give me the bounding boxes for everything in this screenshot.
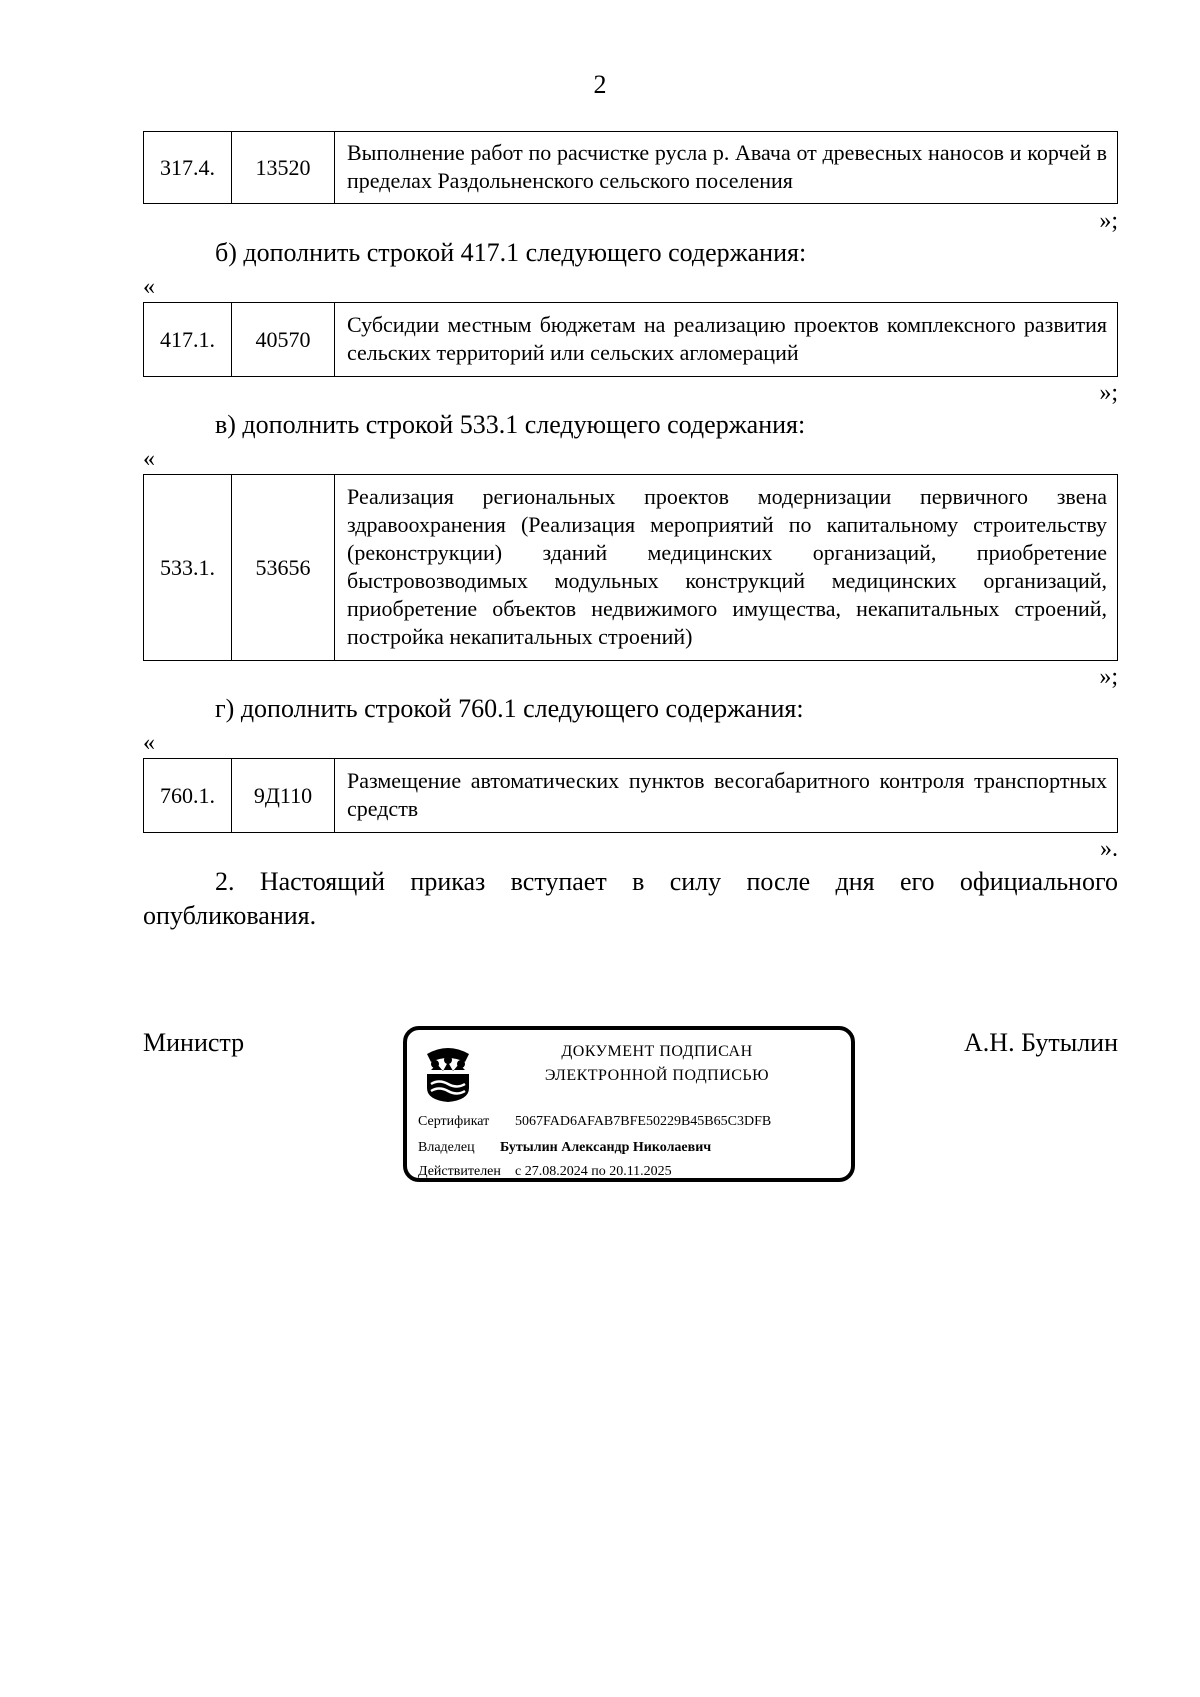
row-number: 760.1. [144, 759, 232, 833]
coat-of-arms-icon [421, 1044, 475, 1104]
row-description: Выполнение работ по расчистке русла р. Авача от древесных наносов и корчей в пределах Раздольненского сельского поселения [335, 132, 1118, 204]
stamp-validity-value: с 27.08.2024 по 20.11.2025 [515, 1164, 672, 1179]
closing-quote: ». [1100, 836, 1118, 862]
stamp-certificate-value: 5067FAD6AFAB7BFE50229B45B65C3DFB [515, 1114, 772, 1129]
table-row [143, 131, 1118, 204]
item-v: в) дополнить строкой 533.1 следующего содержания: [215, 410, 806, 439]
stamp-validity [418, 1164, 672, 1180]
row-code: 9Д110 [232, 759, 335, 833]
table-row [143, 758, 1118, 833]
opening-quote: « [143, 446, 155, 472]
row-number: 533.1. [144, 475, 232, 661]
electronic-signature-stamp [403, 1026, 855, 1182]
closing-quote: »; [1099, 380, 1118, 406]
signer-title: Министр [143, 1028, 245, 1057]
row-description: Размещение автоматических пунктов весогабаритного контроля транспортных средств [335, 759, 1118, 833]
page-number: 2 [593, 70, 607, 99]
row-number: 417.1. [144, 303, 232, 377]
row-description: Субсидии местным бюджетам на реализацию проектов комплексного развития сельских территорий или сельских агломераций [335, 303, 1118, 377]
opening-quote: « [143, 730, 155, 756]
stamp-heading-line1: ДОКУМЕНТ ПОДПИСАН [561, 1043, 753, 1060]
row-code: 40570 [232, 303, 335, 377]
row-description: Реализация региональных проектов модернизации первичного звена здравоохранения (Реализация мероприятий по капитальному строительству (реконструкции) зданий медицинских организаций, приобретение быстровозводимых модульных конструкций медицинских организаций, приобретение объектов недвижимого имущества, некапитальных строений, постройка некапитальных строений) [335, 475, 1118, 661]
stamp-owner-label: Владелец [418, 1140, 475, 1155]
item-b: б) дополнить строкой 417.1 следующего содержания: [215, 238, 807, 267]
row-number: 317.4. [144, 132, 232, 204]
stamp-certificate-label: Сертификат [418, 1114, 490, 1129]
row-code: 13520 [232, 132, 335, 204]
stamp-certificate [418, 1114, 771, 1130]
stamp-validity-label: Действителен [418, 1164, 501, 1179]
paragraph-2: 2. Настоящий приказ вступает в силу после дня его официального опубликования. [143, 867, 1118, 930]
signer-name: А.Н. Бутылин [964, 1028, 1118, 1057]
table-row [143, 474, 1118, 661]
item-g: г) дополнить строкой 760.1 следующего содержания: [215, 694, 804, 723]
stamp-owner [418, 1140, 711, 1156]
stamp-owner-value: Бутылин Александр Николаевич [500, 1140, 712, 1155]
stamp-heading-line2: ЭЛЕКТРОННОЙ ПОДПИСЬЮ [544, 1067, 770, 1084]
closing-quote: »; [1099, 208, 1118, 234]
table-row [143, 302, 1118, 377]
opening-quote: « [143, 274, 155, 300]
row-code: 53656 [232, 475, 335, 661]
closing-quote: »; [1099, 664, 1118, 690]
